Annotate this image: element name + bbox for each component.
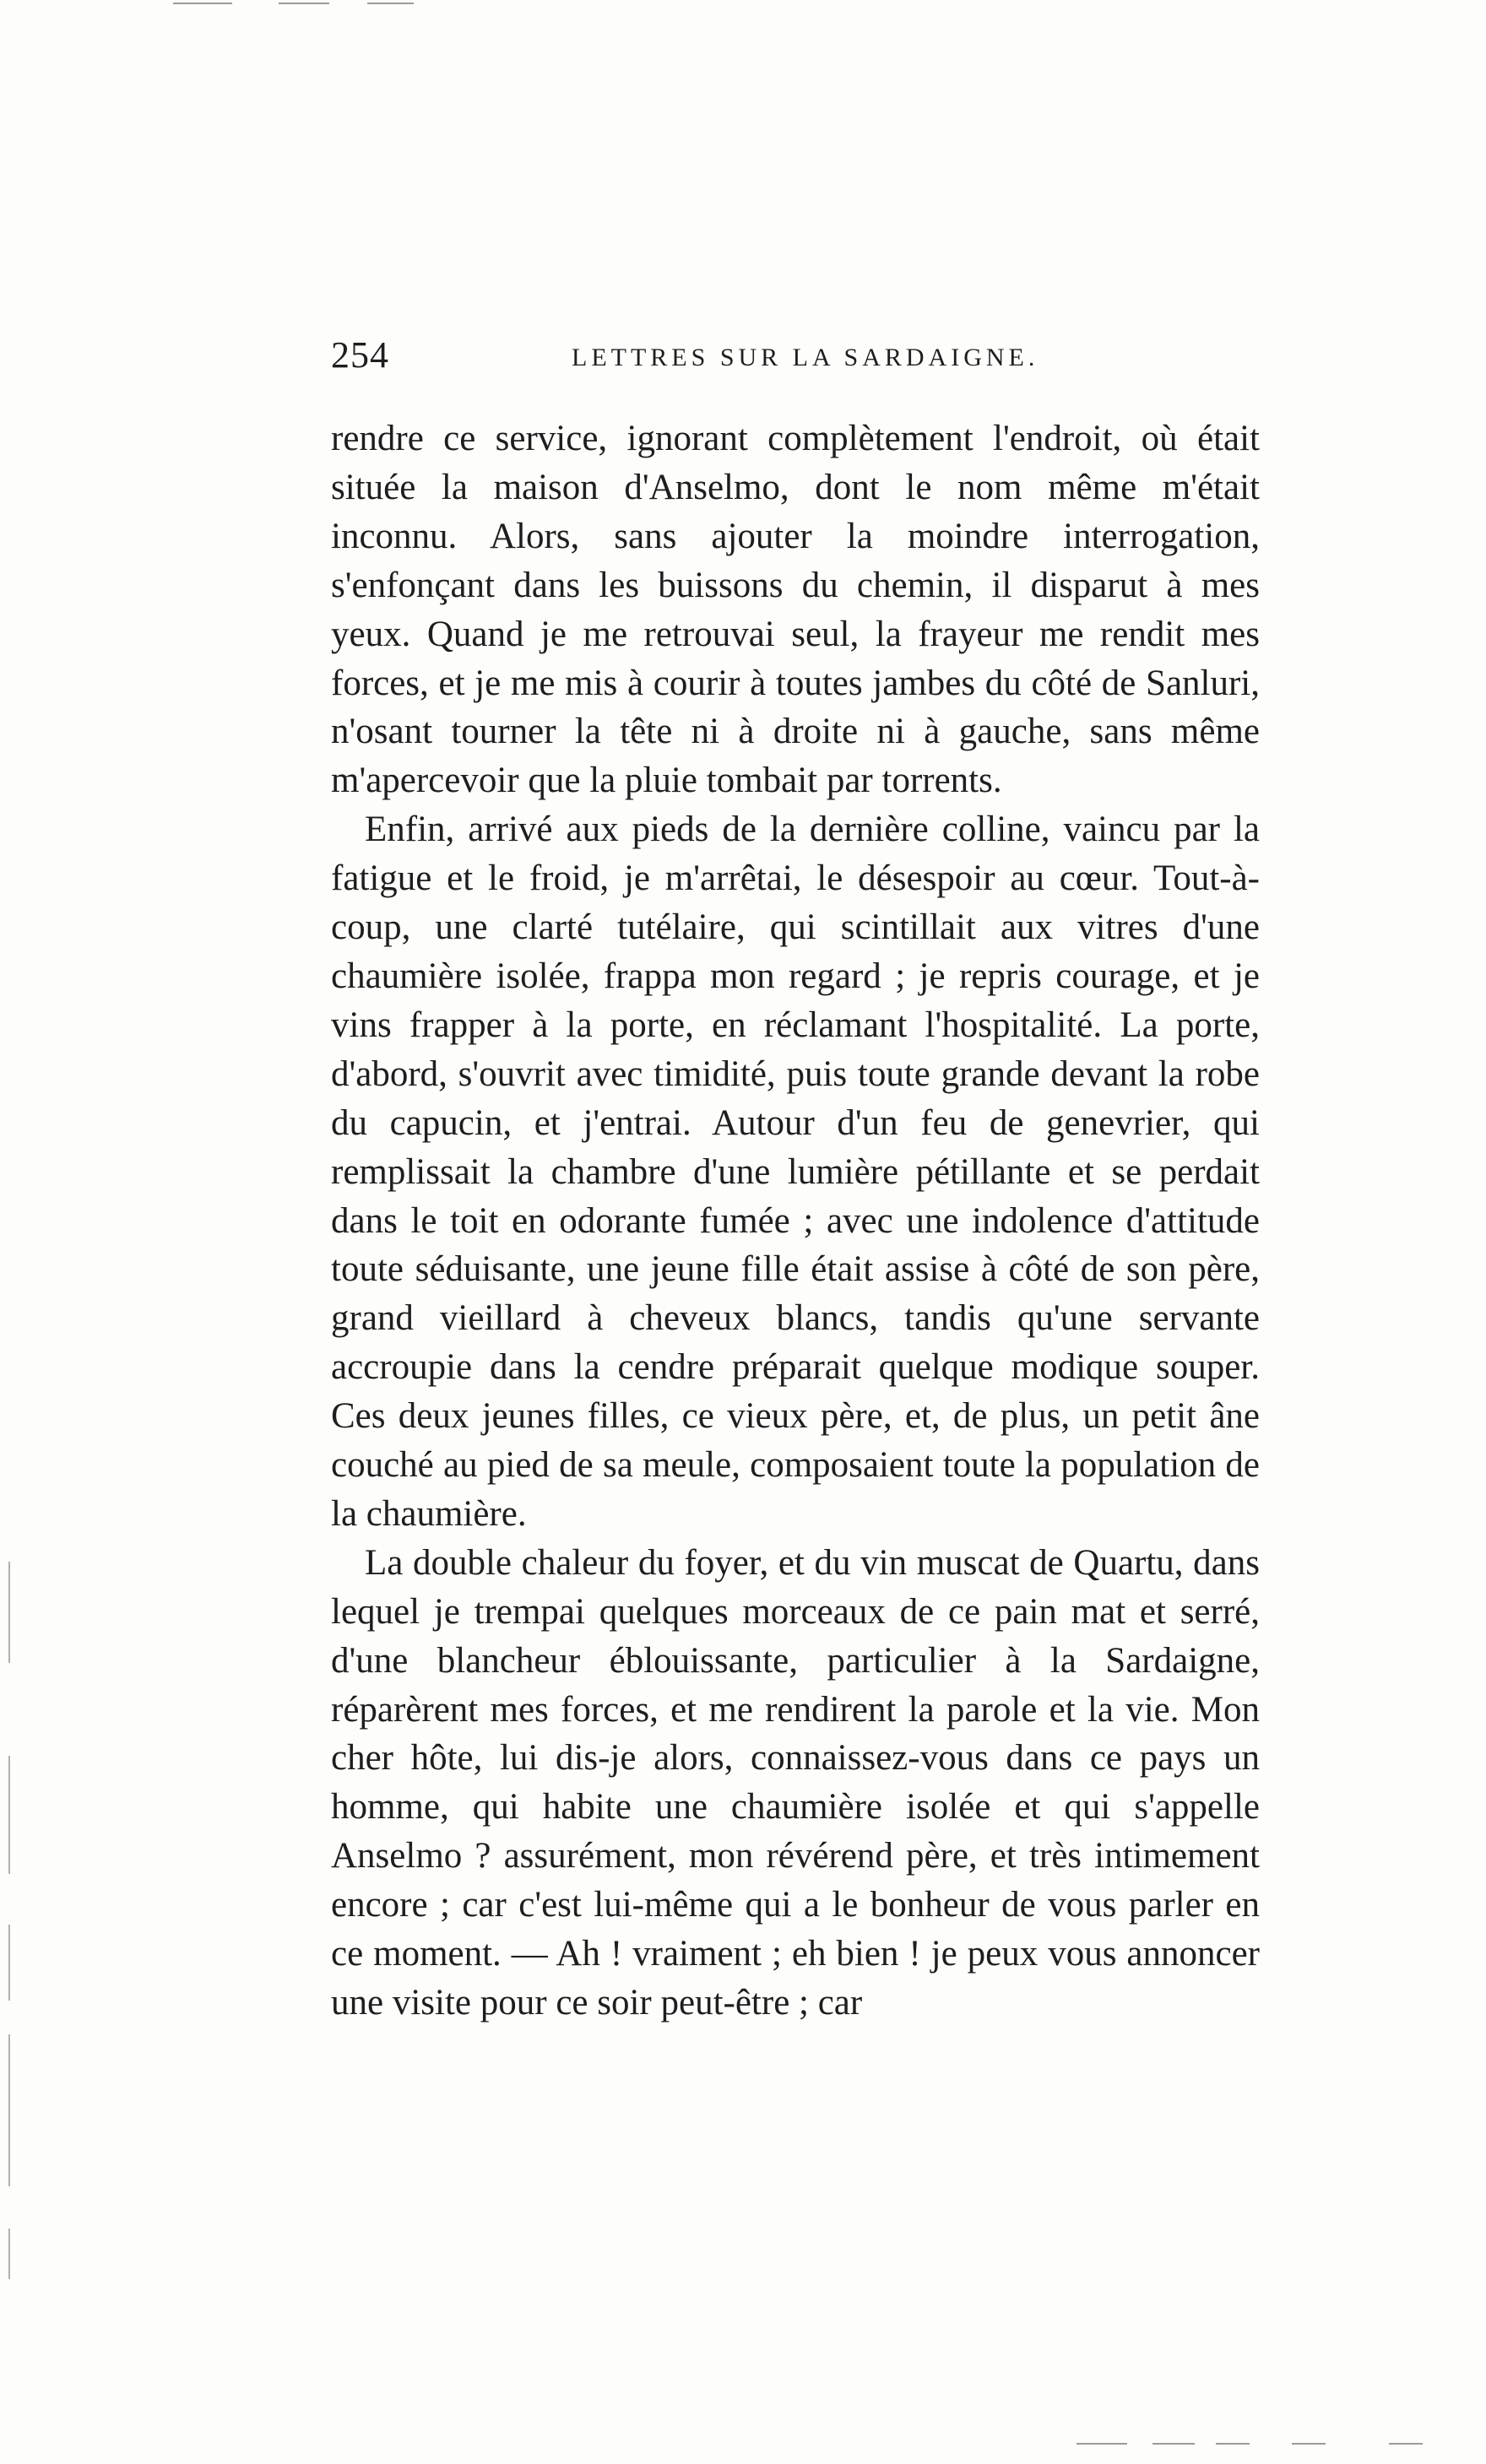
paragraph-enfin: Enfin, arrivé aux pieds de la dernière colline, vaincu par la fatigue et le froid, je m'arrêtai, le désespoir au cœur. Tout-à-coup, une clarté tutélaire, qui scintillait aux vitres d'une chaumière isolée, frappa mon regard ; je repris courage, et je vins frapper à la porte, en réclamant l'hospitalité. La porte, d'abord, s'ouvrit avec timidité, puis toute grande devant la robe du capucin, et j'entrai. Autour d'un feu de genevrier, qui remplissait la chambre d'une lumière pétillante et se perdait dans le toit en odorante fumée ; avec une indolence d'attitude toute séduisante, une jeune fille était assise à côté de son père, grand vieillard à cheveux blancs, tandis qu'une servante accroupie dans la cendre préparait quelque modique souper. Ces deux jeunes filles, ce vieux père, et, de plus, un petit âne couché au pied de sa meule, composaient toute la population de la chaumière. — [331, 810, 1260, 1534]
gutter-artifact-4 — [8, 2034, 10, 2186]
scan-artifact-bottom-3 — [1216, 2443, 1250, 2445]
paragraph-continuation: rendre ce service, ignorant complètement l'endroit, où était située la maison d'Anselmo, dont le nom même m'était inconnu. Alors, sans ajouter la moindre interrogation, s'enfonçant dans les buissons du chemin, il disparut à mes yeux. Quand je me retrouvai seul, la frayeur me rendit mes forces, et je me mis à courir à toutes jambes du côté de Sanluri, n'osant tourner la tête ni à droite ni à gauche, sans même m'apercevoir que la pluie tombait par torrents. — [331, 419, 1260, 801]
scan-artifact-top-3 — [367, 3, 414, 4]
page-number: 254 — [331, 334, 389, 376]
page-text — [331, 414, 1260, 2028]
scan-artifact-bottom-1 — [1077, 2443, 1127, 2445]
gutter-artifact-2 — [8, 1756, 10, 1874]
book-page — [331, 333, 1260, 2028]
scan-artifact-bottom-5 — [1389, 2443, 1423, 2445]
paragraph-double-chaleur: La double chaleur du foyer, et du vin muscat de Quartu, dans lequel je trempai quelques morceaux de ce pain mat et serré, d'une blancheur éblouissante, particulier à la Sardaigne, réparèrent mes forces, et me rendirent la parole et la vie. Mon cher hôte, lui dis-je alors, connaissez-vous dans ce pays un homme, qui habite une chaumière isolée et qui s'appelle Anselmo ? assurément, mon révérend père, et très intimement encore ; car c'est lui-même qui a le bonheur de vous parler en ce moment. — Ah ! vraiment ; eh bien ! je peux vous annoncer une visite pour ce soir peut-être ; car — [331, 1542, 1260, 2023]
running-head — [331, 333, 1260, 393]
scan-artifact-bottom-2 — [1152, 2443, 1195, 2445]
running-title: LETTRES SUR LA SARDAIGNE. — [572, 344, 1039, 371]
scan-artifact-top-1 — [173, 3, 232, 4]
gutter-artifact-5 — [8, 2228, 10, 2279]
scan-artifact-bottom-4 — [1292, 2443, 1326, 2445]
scan-artifact-top-2 — [279, 3, 329, 4]
gutter-artifact-1 — [8, 1562, 10, 1663]
gutter-artifact-3 — [8, 1925, 10, 2001]
